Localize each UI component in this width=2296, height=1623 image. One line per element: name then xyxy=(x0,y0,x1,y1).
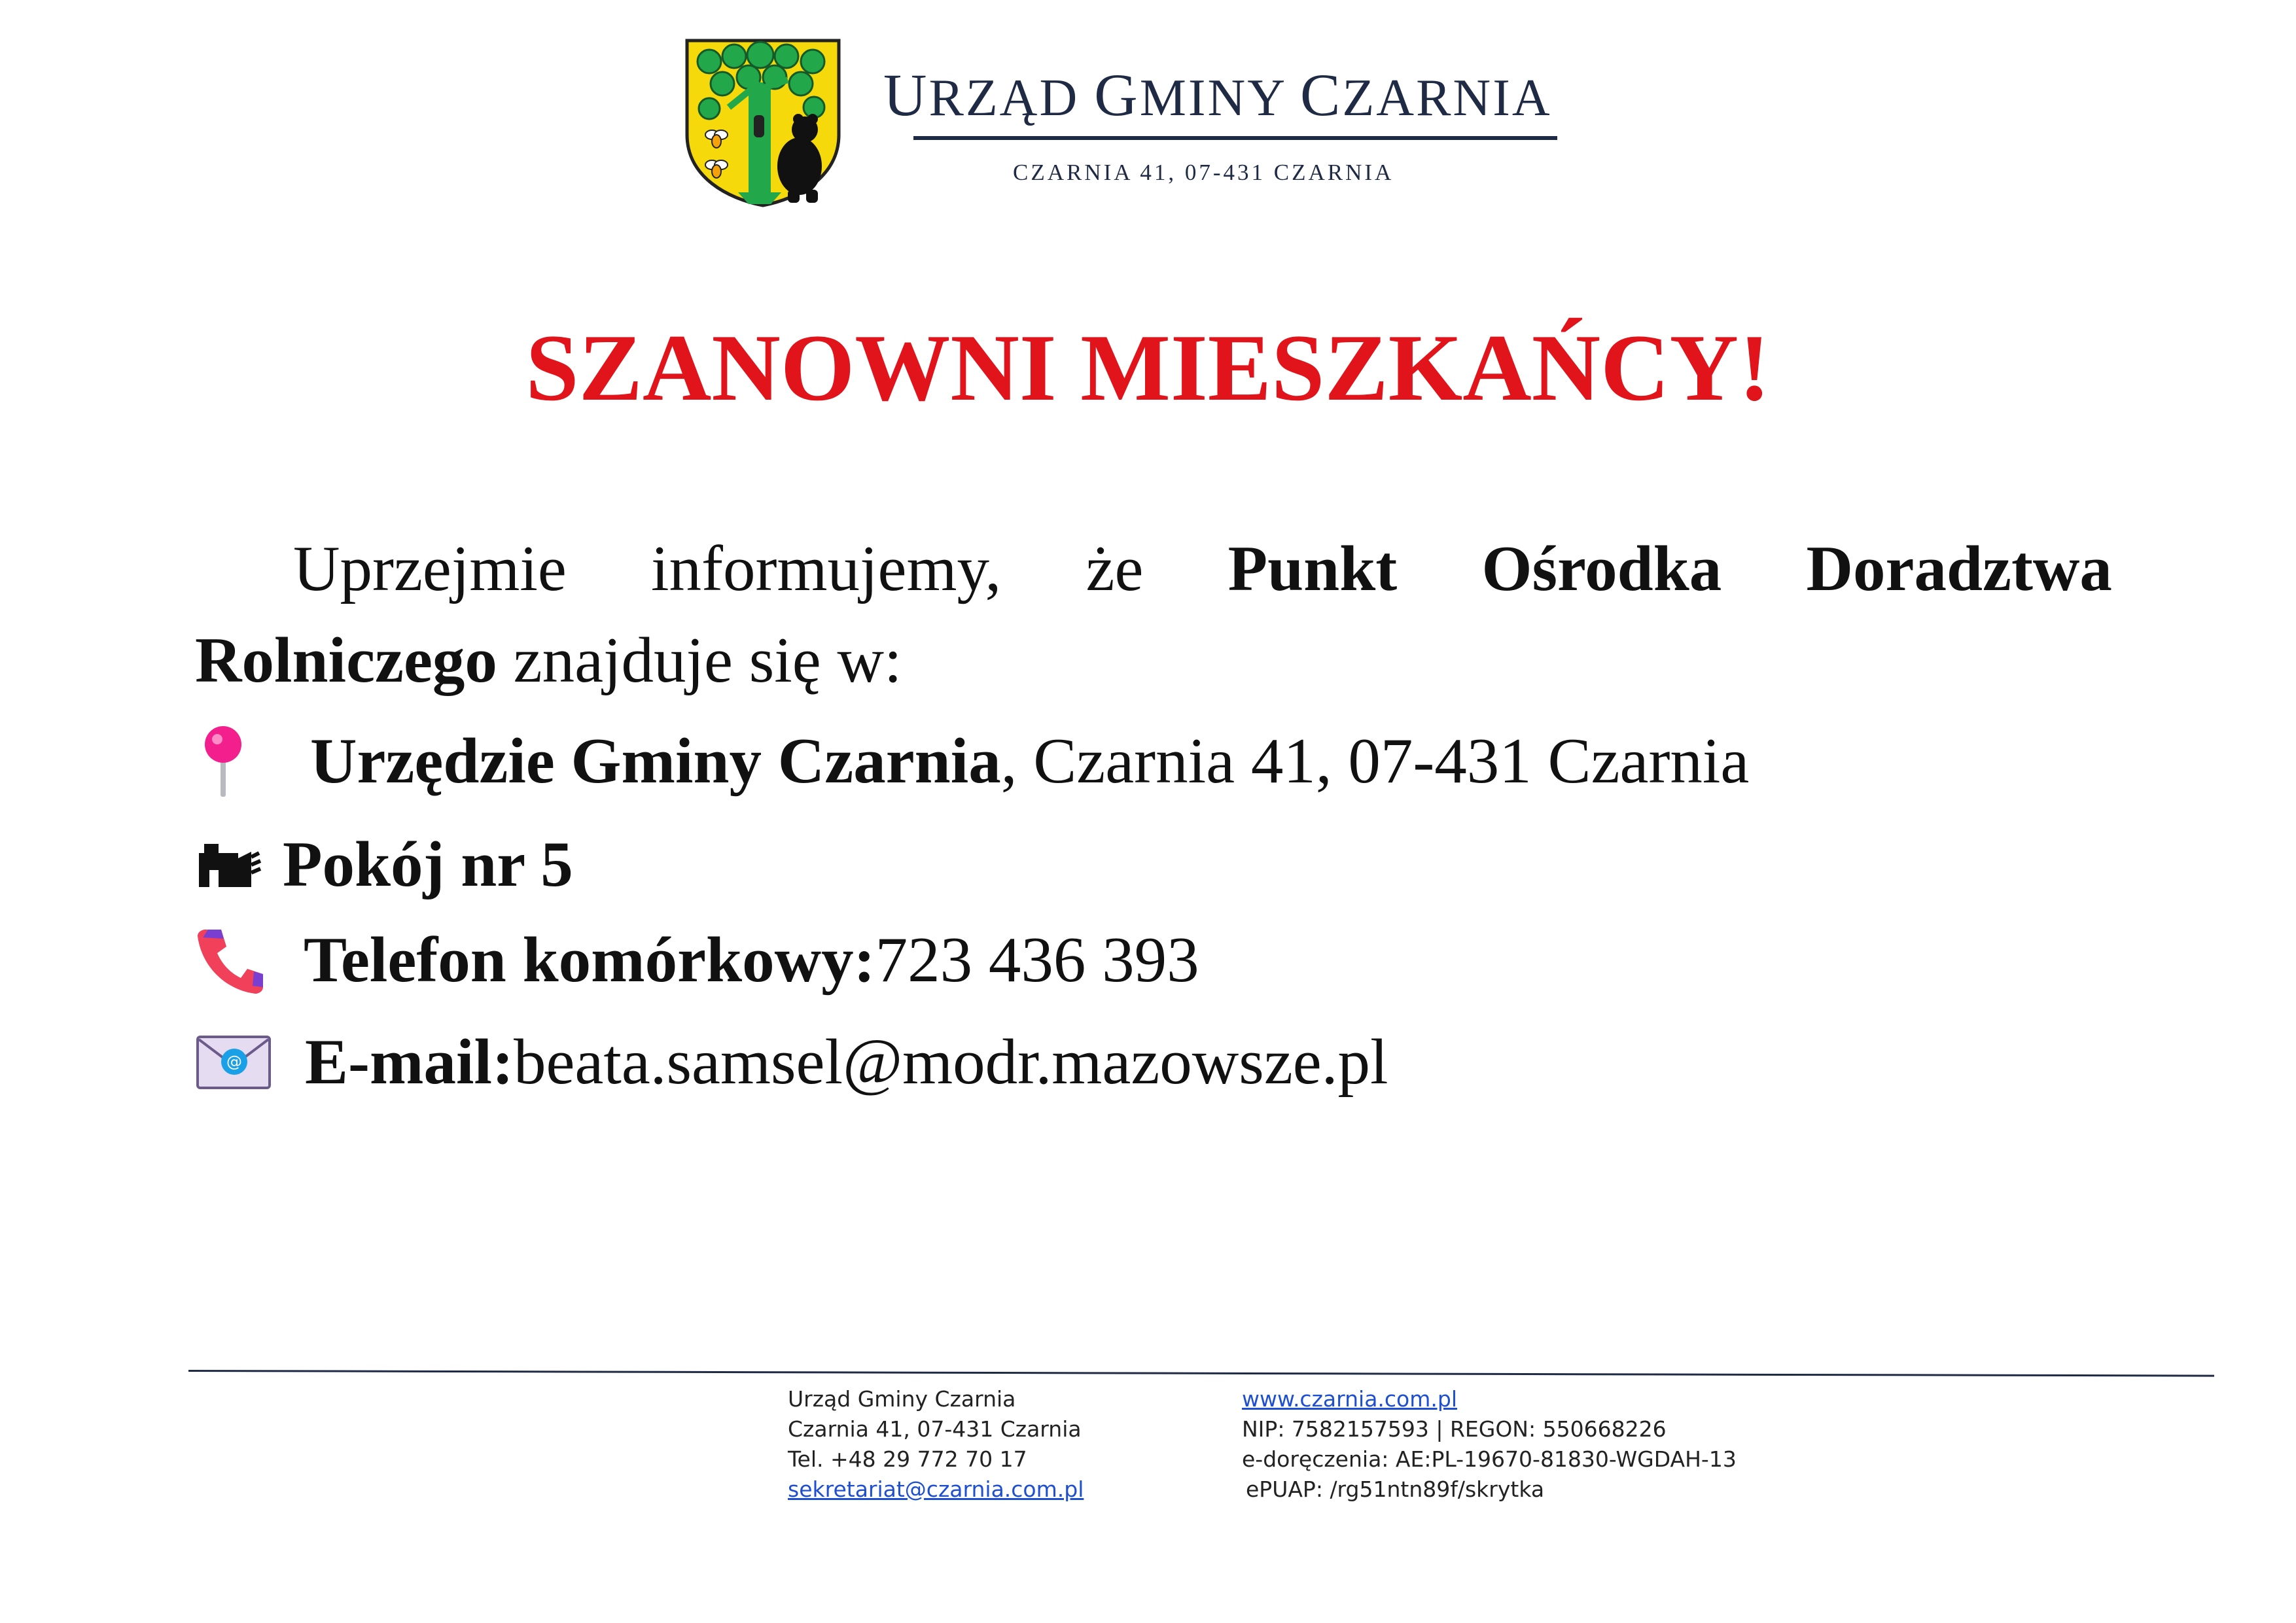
org-name-part-3: ZARNIA xyxy=(1342,69,1552,127)
location-address: , Czarnia 41, 07-431 Czarnia xyxy=(1000,725,1750,797)
location-row xyxy=(195,722,1749,801)
footer-divider xyxy=(188,1370,2214,1377)
intro-word: informujemy, xyxy=(651,533,1002,604)
footer-website-link[interactable]: www.czarnia.com.pl xyxy=(1242,1386,1457,1412)
map-pin-icon xyxy=(195,722,251,801)
email-label: E-mail: xyxy=(305,1026,514,1098)
page-title: SZANOWNI MIESZKAŃCY! xyxy=(525,315,1771,421)
room-number: Pokój nr 5 xyxy=(283,829,573,900)
header-divider xyxy=(913,136,1557,140)
footer-tax-ids: NIP: 7582157593 | REGON: 550668226 xyxy=(1242,1416,1667,1442)
phone-icon xyxy=(195,924,267,996)
intro-text: znajduje się w: xyxy=(497,625,902,696)
footer-contact-left xyxy=(788,1384,1084,1505)
phone-row xyxy=(195,921,1199,1000)
intro-word: Uprzejmie xyxy=(293,533,567,604)
organization-address: CZARNIA 41, 07-431 CZARNIA xyxy=(1013,160,1394,185)
intro-bold-word: Ośrodka xyxy=(1481,533,1722,604)
door-icon xyxy=(195,839,263,891)
footer-email-link[interactable]: sekretariat@czarnia.com.pl xyxy=(788,1476,1084,1502)
email-address[interactable]: beata.samsel@modr.mazowsze.pl xyxy=(513,1026,1388,1098)
email-row xyxy=(195,1023,1388,1102)
coat-of-arms-icon xyxy=(683,37,843,208)
intro-bold-word: Rolniczego xyxy=(195,625,497,696)
intro-paragraph xyxy=(195,523,2112,707)
room-row xyxy=(195,826,573,904)
org-name-initial-c: C xyxy=(1300,61,1343,128)
intro-line-1 xyxy=(195,523,2112,615)
footer-address: Czarnia 41, 07-431 Czarnia xyxy=(788,1416,1082,1442)
location-name: Urzędzie Gminy Czarnia xyxy=(310,725,1001,797)
footer-edelivery: e-doręczenia: AE:PL-19670-81830-WGDAH-13 xyxy=(1242,1446,1737,1472)
intro-bold-word: Punkt xyxy=(1227,533,1398,604)
org-name-part-2: MINY xyxy=(1139,69,1301,127)
footer-phone: Tel. +48 29 772 70 17 xyxy=(788,1446,1027,1472)
organization-name xyxy=(883,60,1597,130)
svg-text:@: @ xyxy=(226,1053,242,1071)
org-name-initial-u: U xyxy=(883,61,929,128)
intro-bold-word: Doradztwa xyxy=(1806,533,2112,604)
footer-org-name: Urząd Gminy Czarnia xyxy=(788,1386,1016,1412)
footer-epuap: ePUAP: /rg51ntn89f/skrytka xyxy=(1246,1476,1545,1502)
footer-contact-right xyxy=(1242,1384,1737,1505)
envelope-icon xyxy=(195,1033,272,1092)
org-name-part-1: RZĄD xyxy=(928,69,1095,127)
intro-line-2 xyxy=(195,615,2112,707)
org-name-initial-g: G xyxy=(1094,61,1140,128)
intro-word: że xyxy=(1086,533,1144,604)
phone-label: Telefon komórkowy: xyxy=(304,924,875,996)
phone-number[interactable]: 723 436 393 xyxy=(875,924,1199,996)
